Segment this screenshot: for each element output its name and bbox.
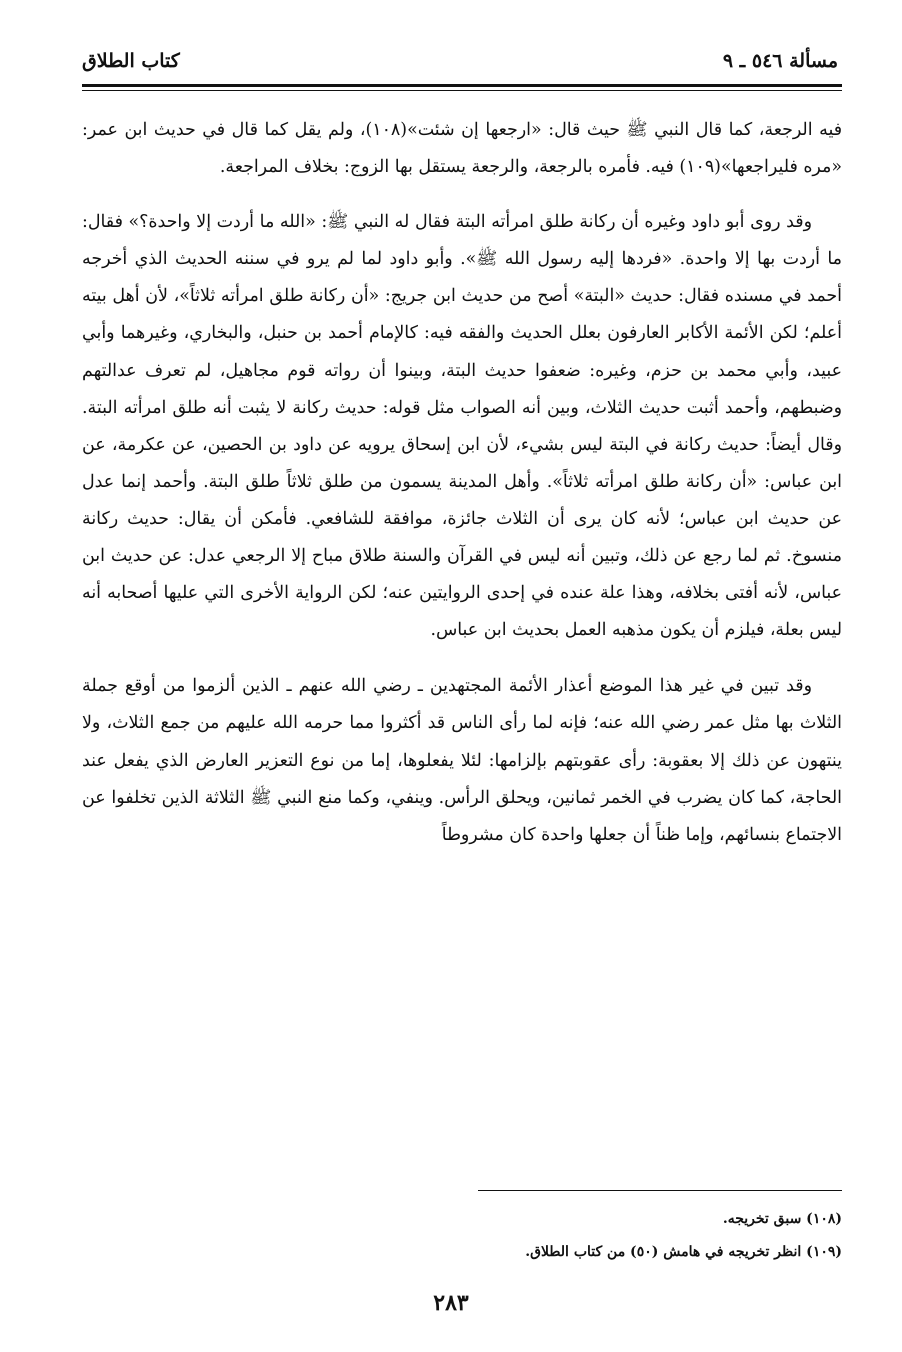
footnote-109: (١٠٩) انظر تخريجه في هامش (٥٠) من كتاب الطلاق. [525,1244,842,1260]
paragraph-3: وقد تبين في غير هذا الموضع أعذار الأئمة المجتهدين ـ رضي الله عنهم ـ الذين ألزموا من أوقع جملة الثلاث بها مثل عمر رضي الله عنه؛ فإنه لما رأى الناس قد أكثروا مما حرمه الله عليهم من جمع الثلاث، ولا ينتهون عن ذلك إلا بعقوبة: رأى عقوبتهم بإلزامها: لئلا يفعلوها، إما من نوع التعزير العارض الذي يفعل عند الحاجة، كما كان يضرب في الخمر ثمانين، ويحلق الرأس. وينفي، وكما منع النبي ﷺ الثلاثة الذين تخلفوا عن الاجتماع بنسائهم، وإما ظناً أن جعلها واحدة كان مشروطاً [82,676,843,845]
header-issue-number: مسألة ٥٤٦ ـ ٩ [722,50,838,72]
main-text [82,112,842,854]
footnotes [300,1203,842,1269]
paragraph-1: فيه الرجعة، كما قال النبي ﷺ حيث قال: «ارجعها إن شئت»(١٠٨)، ولم يقل كما قال في حديث ابن عمر: «مره فليراجعها»(١٠٩) فيه. فأمره بالرجعة، والرجعة يستقل بها الزوج: بخلاف المراجعة. [82,120,843,178]
paragraph-2: وقد روى أبو داود وغيره أن ركانة طلق امرأته البتة فقال له النبي ﷺ: «الله ما أردت إلا واحدة؟» فقال: ما أردت بها إلا واحدة. «فردها إليه رسول الله ﷺ». وأبو داود لما لم يرو في سننه الحديث الذي أخرجه أحمد في مسنده فقال: حديث «البتة» أصح من حديث ابن جريج: «أن ركانة طلق امرأته ثلاثاً»، لأن أهل بيته أعلم؛ لكن الأئمة الأكابر العارفون بعلل الحديث والفقه فيه: كالإمام أحمد بن حنبل، والبخاري، وغيرهما وأبي عبيد، وأبي محمد بن حزم، وغيره: ضعفوا حديث البتة، وبينوا أن رواته قوم مجاهيل، لم تعرف عدالتهم وضبطهم، وأحمد أثبت حديث الثلاث، وبين أنه الصواب مثل قوله: حديث ركانة لا يثبت أنه طلق امرأته البتة. وقال أيضاً: حديث ركانة في البتة ليس بشيء، لأن ابن إسحاق يرويه عن داود بن الحصين، عن عكرمة، عن ابن عباس: «أن ركانة طلق امرأته ثلاثاً». وأهل المدينة يسمون من طلق ثلاثاً طلق البتة. وأحمد إنما عدل عن حديث ابن عباس؛ لأنه كان يرى أن الثلاث جائزة، موافقة للشافعي. فأمكن أن يقال: حديث ركانة منسوخ. ثم لما رجع عن ذلك، وتبين أنه ليس في القرآن والسنة طلاق مباح إلا الرجعي عدل: عن حديث ابن عباس، لأنه أفتى بخلافه، وهذا علة عنده في إحدى الروايتين عنه؛ لكن الرواية الأخرى التي عليها أصحابه أنه ليس بعلة، فيلزم أن يكون مذهبه العمل بحديث ابن عباس. [82,212,842,641]
footnote-separator [478,1190,842,1191]
header-book-title: كتاب الطلاق [82,50,180,72]
page-number: ٢٨٣ [433,1290,469,1316]
running-header [82,44,838,78]
header-rule-thin [82,90,842,91]
footnote-108: (١٠٨) سبق تخريجه. [722,1211,842,1227]
header-rule-thick [82,84,842,87]
